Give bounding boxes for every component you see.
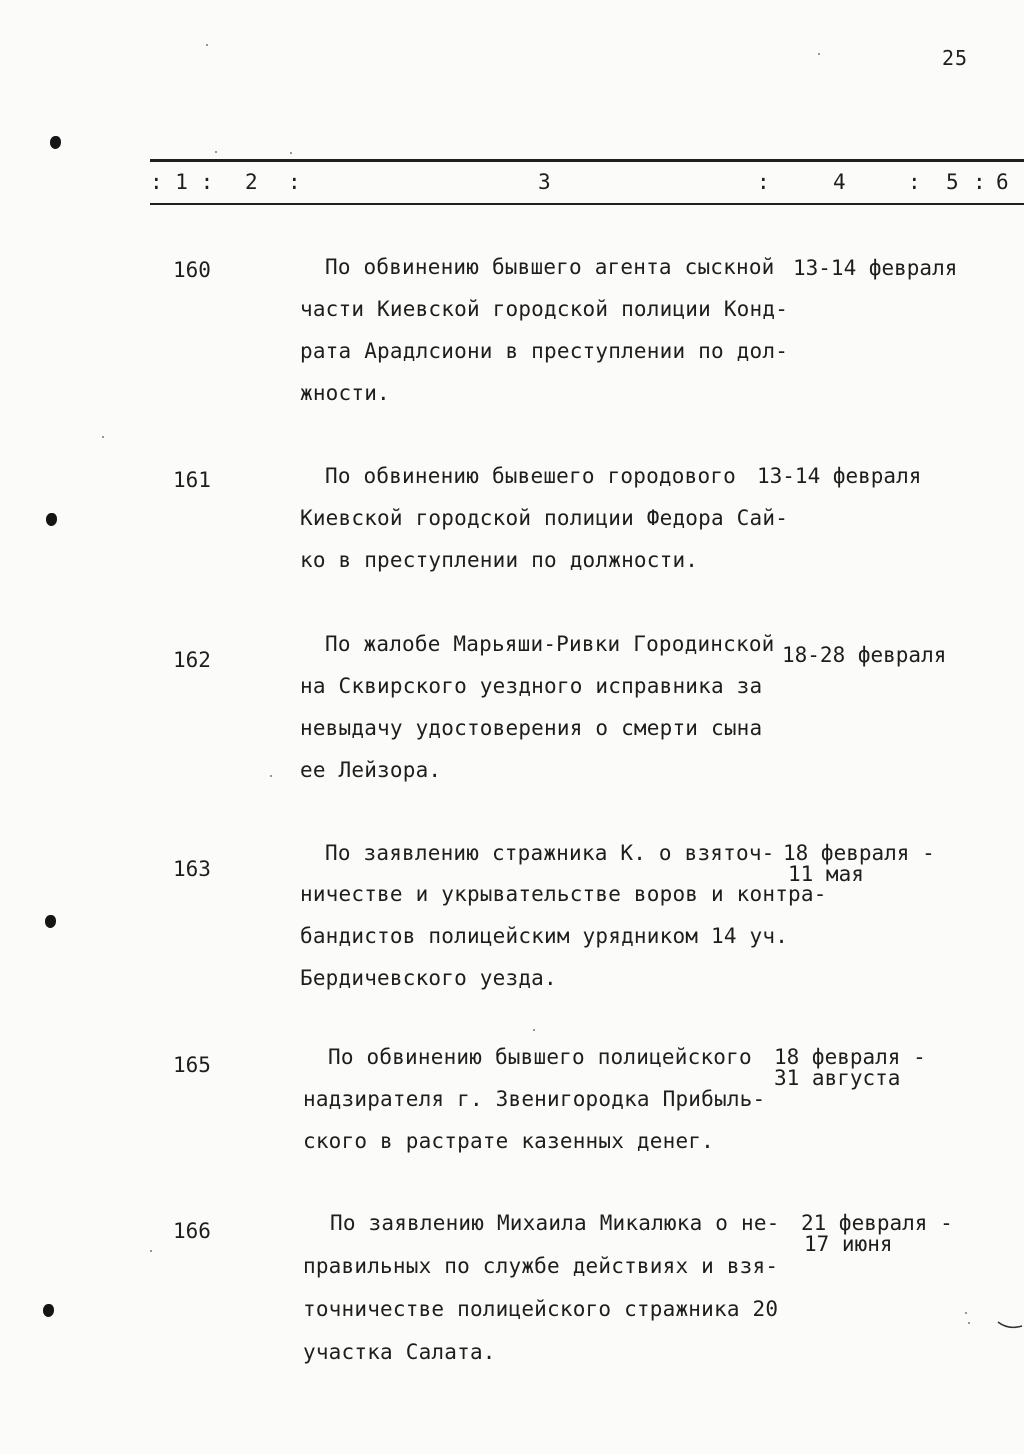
- entry-text-line: части Киевской городской полиции Конд-: [300, 297, 789, 321]
- scan-speck: [206, 44, 208, 46]
- entry-date: 13-14 февраля: [793, 256, 958, 280]
- entry-text-line: ского в растрате казенных денег.: [303, 1129, 714, 1153]
- entry-date: 18-28 февраля: [782, 643, 947, 667]
- entry-date: 18 февраля -: [774, 1045, 926, 1069]
- entry-date: 31 августа: [774, 1066, 901, 1090]
- entry-text-line: Киевской городской полиции Федора Сай-: [300, 506, 789, 530]
- entry-text-line: По заявлению Михаила Микалюка о не-: [330, 1211, 780, 1235]
- column-header-3: 3: [538, 170, 551, 194]
- column-header-6: 6: [996, 170, 1009, 194]
- entry-text-line: на Сквирского уездного исправника за: [300, 674, 763, 698]
- header-rule-bottom: [150, 203, 1024, 205]
- entry-text-line: рата Арадлсиони в преступлении по дол-: [300, 339, 789, 363]
- entry-text-line: По заявлению стражника К. о взяточ-: [325, 841, 775, 865]
- scan-speck: [533, 1029, 535, 1031]
- column-header-row: [0, 170, 1024, 198]
- entry-number: 160: [173, 258, 211, 282]
- column-separator: :: [757, 170, 770, 194]
- entry-number: 162: [173, 648, 211, 672]
- entry-date: 17 июня: [804, 1232, 893, 1256]
- entry-number: 161: [173, 468, 211, 492]
- scan-speck: [270, 775, 272, 777]
- scan-speck: [965, 1312, 967, 1314]
- entry-text-line: ничестве и укрывательстве воров и контра-: [300, 882, 827, 906]
- entry-text-line: ее Лейзора.: [300, 758, 442, 782]
- punch-hole-2: [46, 513, 57, 526]
- entry-text-line: точничестве полицейского стражника 20: [303, 1297, 779, 1321]
- scan-speck: [150, 1250, 152, 1252]
- entry-text-line: жности.: [300, 381, 390, 405]
- punch-hole-1: [50, 136, 61, 149]
- entry-text-line: По обвинению бывшего полицейского: [328, 1045, 752, 1069]
- column-separator: :: [908, 170, 921, 194]
- entry-text-line: Бердичевского уезда.: [300, 966, 557, 990]
- scan-speck: [968, 1322, 970, 1324]
- column-separator: :: [288, 170, 301, 194]
- entry-text-line: бандистов полицейским урядником 14 уч.: [300, 924, 789, 948]
- entry-text-line: ко в преступлении по должности.: [300, 548, 699, 572]
- header-rule-top: [150, 159, 1024, 162]
- entry-number: 165: [173, 1053, 211, 1077]
- entry-date: 21 февраля -: [801, 1211, 953, 1235]
- page-number: 25: [942, 46, 969, 70]
- entry-date: 18 февраля -: [783, 841, 935, 865]
- punch-hole-4: [43, 1304, 54, 1317]
- column-header-2: 2: [245, 170, 258, 194]
- margin-mark: [996, 1318, 1024, 1332]
- entry-text-line: По жалобе Марьяши-Ривки Городинской: [325, 632, 775, 656]
- entry-text-line: участка Салата.: [303, 1340, 496, 1364]
- entry-text-line: правильных по службе действиях и взя-: [303, 1254, 779, 1278]
- entry-text-line: надзирателя г. Звенигородка Прибыль-: [303, 1087, 766, 1111]
- column-header-5: 5: [946, 170, 959, 194]
- column-separator: :: [973, 170, 986, 194]
- scan-speck: [102, 436, 104, 438]
- column-header-1: : 1 :: [150, 170, 214, 194]
- entry-text-line: По обвинению бывешего городового: [325, 464, 736, 488]
- scan-speck: [818, 53, 820, 55]
- entry-number: 166: [173, 1219, 211, 1243]
- entry-date: 13-14 февраля: [757, 464, 922, 488]
- entry-text-line: невыдачу удостоверения о смерти сына: [300, 716, 763, 740]
- entry-text-line: По обвинению бывшего агента сыскной: [325, 255, 775, 279]
- column-header-4: 4: [833, 170, 846, 194]
- entry-number: 163: [173, 857, 211, 881]
- scan-speck: [215, 151, 217, 153]
- punch-hole-3: [45, 915, 56, 928]
- entry-date: 11 мая: [788, 862, 864, 886]
- scan-speck: [290, 152, 292, 154]
